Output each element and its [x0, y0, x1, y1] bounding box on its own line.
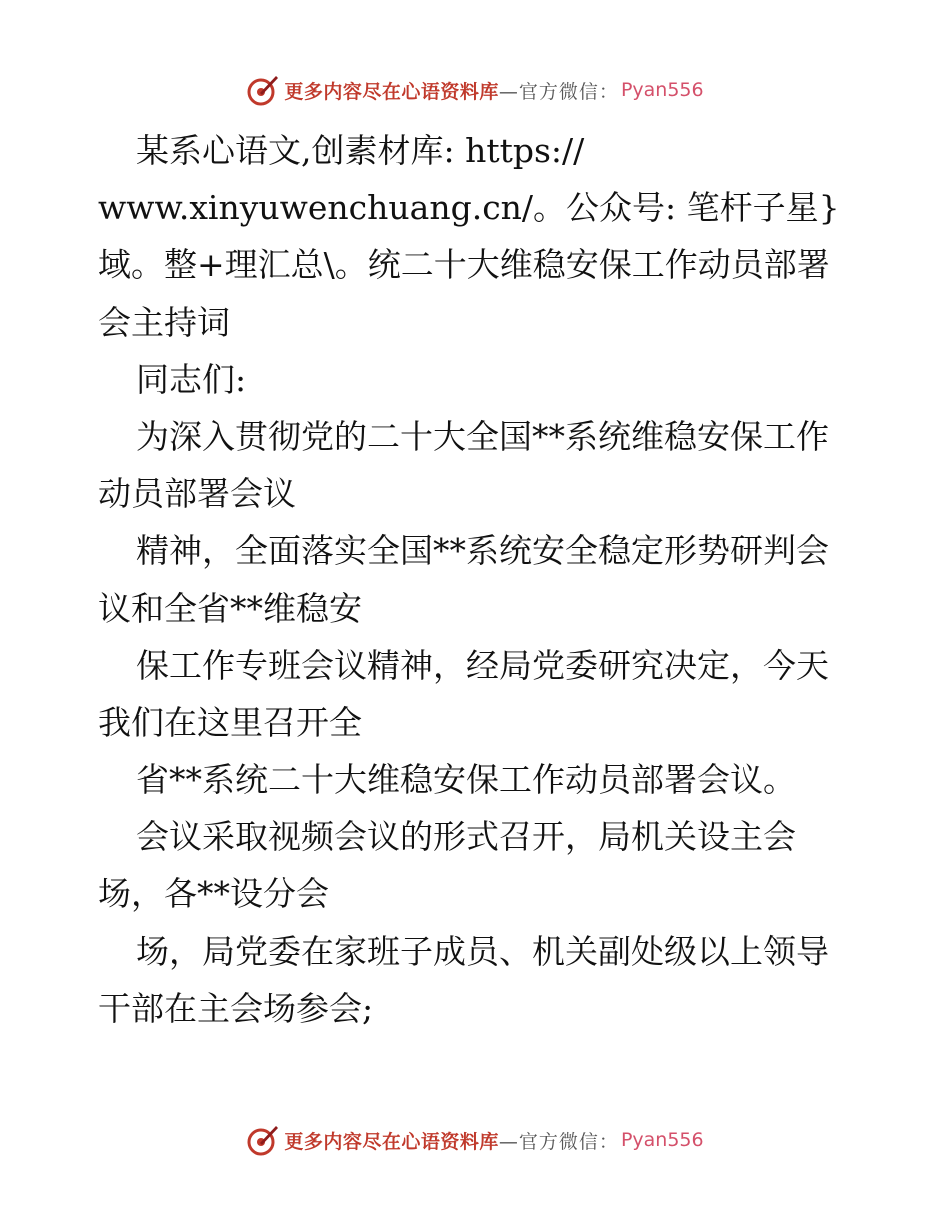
quill-logo-icon — [246, 1123, 280, 1157]
text-line: 会议采取视频会议的形式召开，局机关设主会 — [136, 817, 796, 857]
footer-banner-wechat-label: —官方微信： — [498, 1130, 619, 1153]
text-line: 某系心语文,创素材库: https:// — [136, 131, 585, 170]
text-line: 议和全省**维稳安 — [98, 588, 362, 628]
text-line: 动员部署会议 — [98, 474, 296, 514]
quill-logo-icon — [246, 73, 280, 107]
text-line: 同志们: — [136, 359, 247, 399]
header-banner-wechat-label: —官方微信： — [498, 80, 619, 103]
text-line: 省**系统二十大维稳安保工作动员部署会议。 — [136, 760, 796, 800]
text-line: 保工作专班会议精神，经局党委研究决定，今天 — [136, 645, 829, 685]
text-line: 我们在这里召开全 — [98, 702, 362, 742]
text-line: 精神，全面落实全国**系统安全稳定形势研判会 — [136, 531, 829, 571]
text-line: 干部在主会场参会; — [98, 988, 374, 1028]
document-body — [98, 122, 858, 1037]
text-line: 场，局党委在家班子成员、机关副处级以上领导 — [136, 931, 829, 971]
text-line: www.xinyuwenchuang.cn/。公众号: 笔杆子星} — [98, 188, 840, 228]
header-banner-title: 更多内容尽在心语资料库 — [284, 80, 499, 103]
footer-banner — [0, 1120, 950, 1160]
text-line: 会主持词 — [98, 302, 230, 342]
text-line: 为深入贯彻党的二十大全国**系统维稳安保工作 — [136, 416, 829, 456]
header-banner-wechat-id: Pyan556 — [620, 79, 704, 101]
footer-banner-wechat-id: Pyan556 — [620, 1129, 704, 1151]
header-banner — [0, 70, 950, 110]
text-line: 场，各**设分会 — [98, 874, 329, 914]
text-line: 域。整+理汇总\。统二十大维稳安保工作动员部署 — [98, 245, 830, 285]
footer-banner-title: 更多内容尽在心语资料库 — [284, 1130, 499, 1153]
